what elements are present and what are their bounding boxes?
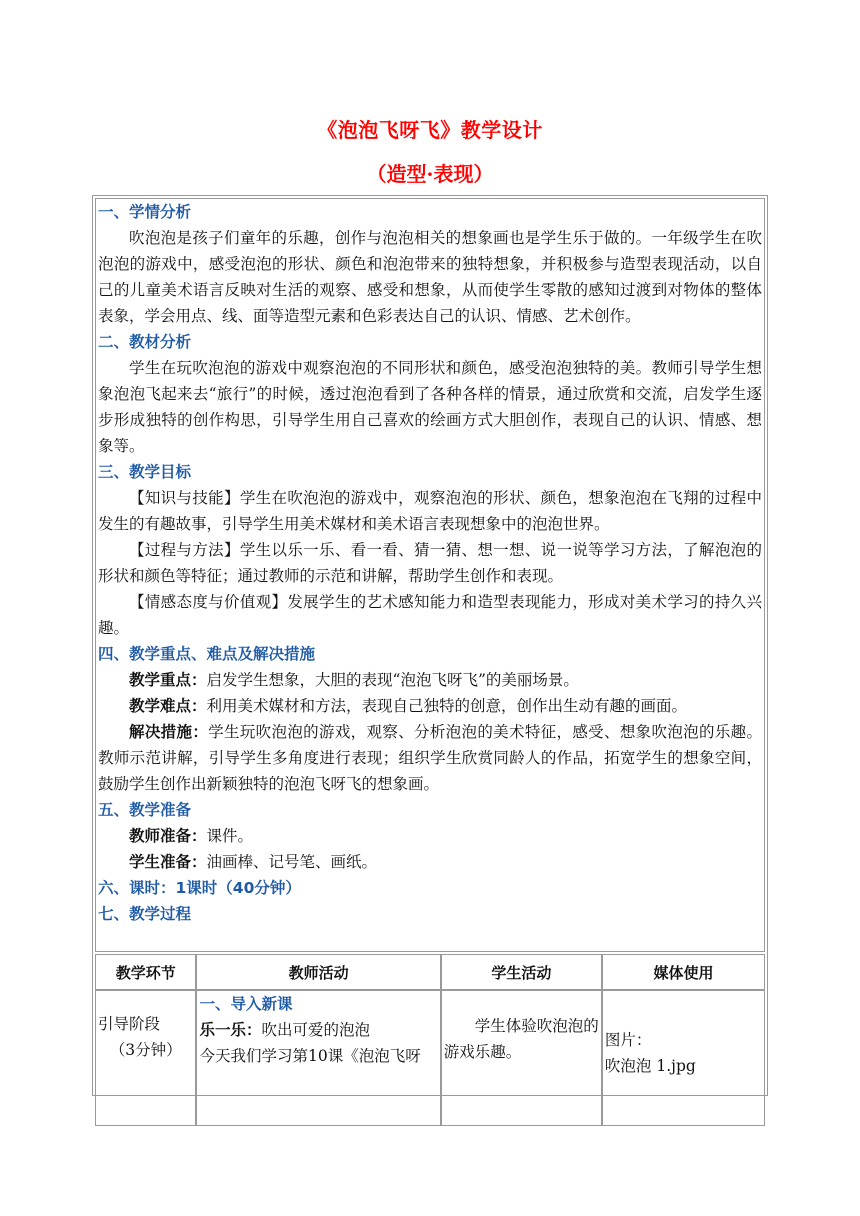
difficulty-text: 利用美术媒材和方法，表现自己独特的创意，创作出生动有趣的画面。 bbox=[206, 697, 688, 715]
cell-media bbox=[602, 990, 765, 1126]
section-heading-goals: 三、教学目标 bbox=[98, 463, 192, 481]
section-heading-analysis: 一、学情分析 bbox=[98, 203, 192, 221]
difficulty-label: 教学难点： bbox=[129, 696, 207, 715]
teacher-preparation bbox=[98, 823, 762, 849]
table-header-row bbox=[95, 954, 765, 990]
difficulty bbox=[98, 693, 762, 719]
student-preparation-label: 学生准备： bbox=[129, 852, 207, 871]
section-heading-key-points: 四、教学重点、难点及解决措施 bbox=[98, 645, 316, 663]
cell-stage bbox=[95, 990, 196, 1126]
cell-teacher-activity bbox=[196, 990, 440, 1126]
goal-knowledge: 【知识与技能】学生在吹泡泡的游戏中，观察泡泡的形状、颜色，想象泡泡在飞翔的过程中发生的有趣故事，引导学生用美术媒材和美术语言表现想象中的泡泡世界。 bbox=[98, 489, 762, 533]
solution-text: 学生玩吹泡泡的游戏，观察、分析泡泡的美术特征，感受、想象吹泡泡的乐趣。教师示范讲解，引导学生多角度进行表现；组织学生欣赏同龄人的作品，拓宽学生的想象空间，鼓励学生创作出新颖独特的泡泡飞呀飞的想象画。 bbox=[98, 723, 762, 793]
student-preparation-text: 油画棒、记号笔、画纸。 bbox=[206, 853, 378, 871]
student-activity-text: 学生体验吹泡泡的游戏乐趣。 bbox=[443, 1017, 599, 1061]
design-content bbox=[95, 198, 765, 952]
teacher-preparation-text: 课件。 bbox=[206, 827, 254, 845]
header-stage: 教学环节 bbox=[95, 954, 196, 990]
header-teacher-activity: 教师活动 bbox=[196, 954, 440, 990]
header-student-activity: 学生活动 bbox=[441, 954, 602, 990]
teacher-activity-heading: 一、导入新课 bbox=[199, 995, 293, 1013]
stage-name: 引导阶段 bbox=[98, 1015, 161, 1033]
teaching-process-table bbox=[95, 954, 765, 1126]
solution bbox=[98, 719, 762, 797]
table-row bbox=[95, 990, 765, 1126]
cell-student-activity bbox=[441, 990, 602, 1126]
key-point-text: 启发学生想象，大胆的表现“泡泡飞呀飞”的美丽场景。 bbox=[206, 671, 579, 689]
student-preparation bbox=[98, 849, 762, 875]
header-media: 媒体使用 bbox=[602, 954, 765, 990]
goal-process: 【过程与方法】学生以乐一乐、看一看、猜一猜、想一想、说一说等学习方法，了解泡泡的形状和颜色等特征；通过教师的示范和讲解，帮助学生创作和表现。 bbox=[98, 541, 762, 585]
goal-attitude: 【情感态度与价值观】发展学生的艺术感知能力和造型表现能力，形成对美术学习的持久兴趣。 bbox=[98, 593, 762, 637]
section-heading-materials: 二、教材分析 bbox=[98, 333, 192, 351]
key-point bbox=[98, 667, 762, 693]
teacher-activity-line1 bbox=[199, 1017, 437, 1043]
solution-label: 解决措施： bbox=[129, 722, 209, 741]
media-label: 图片： bbox=[604, 1031, 652, 1049]
key-point-label: 教学重点： bbox=[129, 670, 207, 689]
section-heading-preparation: 五、教学准备 bbox=[98, 801, 192, 819]
stage-duration: （3分钟） bbox=[109, 1041, 182, 1059]
section-heading-process: 七、教学过程 bbox=[98, 905, 192, 923]
section-heading-duration: 六、课时：1课时（40分钟） bbox=[98, 879, 301, 897]
teacher-activity-line2: 今天我们学习第10课《泡泡飞呀 bbox=[199, 1047, 421, 1065]
teacher-activity-line1-text: 吹出可爱的泡泡 bbox=[261, 1021, 370, 1039]
media-file: 吹泡泡 1.jpg bbox=[604, 1057, 696, 1075]
document-title: 《泡泡飞呀飞》教学设计 bbox=[317, 118, 543, 142]
document-subtitle: （造型·表现） bbox=[366, 162, 494, 186]
section-text-materials: 学生在玩吹泡泡的游戏中观察泡泡的不同形状和颜色，感受泡泡独特的美。教师引导学生想象泡泡飞起来去“旅行”的时候，透过泡泡看到了各种各样的情景，通过欣赏和交流，启发学生逐步形成独特的创作构思，引导学生用自己喜欢的绘画方式大胆创作，表现自己的认识、情感、想象等。 bbox=[98, 359, 762, 455]
section-text-analysis: 吹泡泡是孩子们童年的乐趣，创作与泡泡相关的想象画也是学生乐于做的。一年级学生在吹泡泡的游戏中，感受泡泡的形状、颜色和泡泡带来的独特想象，并积极参与造型表现活动，以自己的儿童美术语言反映对生活的观察、感受和想象，从而使学生零散的感知过渡到对物体的整体表象，学会用点、线、面等造型元素和色彩表达自己的认识、情感、艺术创作。 bbox=[98, 229, 762, 325]
teacher-preparation-label: 教师准备： bbox=[129, 826, 207, 845]
teacher-activity-line1-label: 乐一乐： bbox=[199, 1020, 262, 1039]
